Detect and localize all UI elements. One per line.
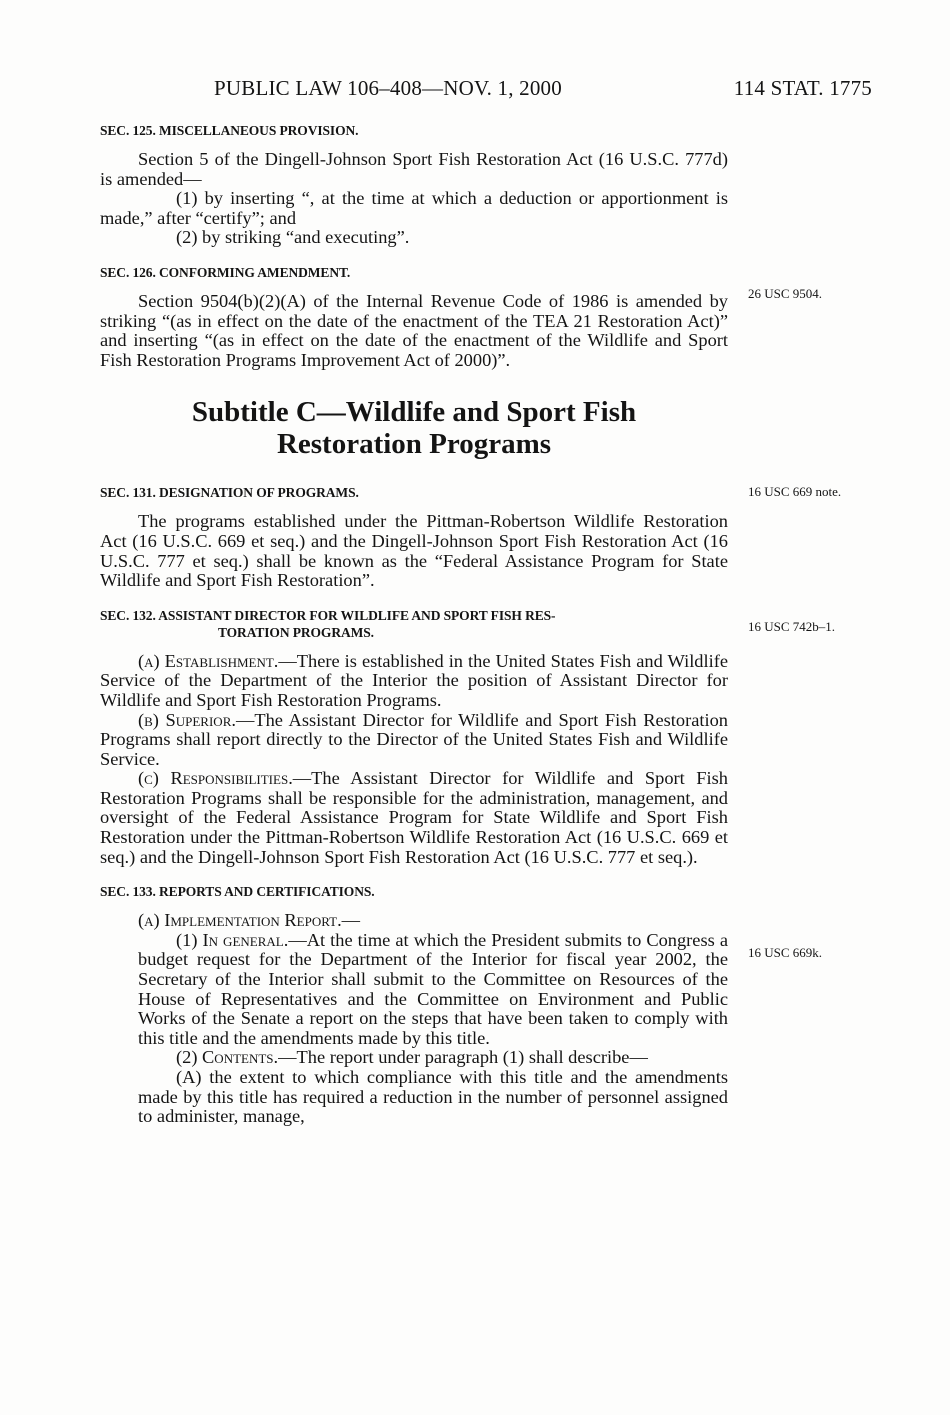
sec132-b-label: (b) Superior	[138, 709, 232, 730]
running-head-title: PUBLIC LAW 106–408—NOV. 1, 2000	[214, 76, 562, 100]
statute-page-number: 114 STAT. 1775	[733, 76, 872, 100]
subtitle-line-1: Subtitle C—Wildlife and Sport Fish	[191, 396, 637, 429]
sec133-a-label: (a) Implementation Report	[138, 910, 338, 931]
section-heading-132-line-2: TORATION PROGRAMS.	[218, 624, 374, 640]
subtitle-heading	[100, 396, 728, 460]
margin-note-sec131: 16 USC 669 note.	[748, 484, 842, 499]
sec133-subsection-a	[100, 911, 728, 931]
sec133-subparagraph-a: (A) the extent to which compliance with this title and the amendments made by this title has required a reduction in the number of personnel assigned to administer, manage,	[138, 1067, 728, 1127]
sec125-paragraph-1: (1) by inserting “, at the time at which a deduction or apportionment is made,” after “certify”; and	[100, 188, 728, 228]
sec131-text: The programs established under the Pittman-Robertson Wildlife Restoration Act (16 U.S.C. 669 et seq.) and the Dingell-Johnson Sport Fish Restoration Act (16 U.S.C. 777 et seq.) shall be known as the “Federal Assistance Program for State Wildlife and Sport Fish Restoration”.	[100, 511, 728, 591]
sec132-subsection-a	[100, 652, 728, 711]
margin-note-sec132: 16 USC 742b–1.	[748, 619, 836, 634]
sec133-p2-text: .—The report under paragraph (1) shall describe—	[273, 1047, 648, 1068]
document-body	[100, 122, 728, 1127]
sec132-c-label: (c) Responsibilities	[138, 768, 289, 789]
section-heading-131: SEC. 131. DESIGNATION OF PROGRAMS.	[100, 485, 359, 501]
sec132-c-text: .—The Assistant Director for Wildlife and Sport Fish Restoration Programs shall be responsible for the administration, management, and oversight of the Federal Assistance Program for State Wildlife and Sport Fish Restoration under the Pittman-Robertson Wildlife Restoration Act (16 U.S.C. 669 et seq.) and the Dingell-Johnson Sport Fish Restoration Act (16 U.S.C. 777 et seq.).	[100, 768, 728, 867]
sec132-a-text: .—There is established in the United States Fish and Wildlife Service of the Department of the Interior the position of Assistant Director for Wildlife and Sport Fish Restoration Programs.	[100, 650, 729, 710]
sec133-p1-label: (1) In general	[176, 929, 284, 950]
section-heading-125: SEC. 125. MISCELLANEOUS PROVISION.	[100, 123, 359, 138]
running-head	[100, 74, 872, 106]
sec133-a-text: .—	[337, 910, 361, 931]
margin-note-sec133: 16 USC 669k.	[748, 945, 823, 960]
sec132-subsection-b	[100, 711, 728, 770]
section-heading-132-line-1: SEC. 132. ASSISTANT DIRECTOR FOR WILDLIFE AND SPORT FISH RES-	[100, 607, 556, 623]
sec125-paragraph-2: (2) by striking “and executing”.	[176, 227, 410, 248]
sec126-text: Section 9504(b)(2)(A) of the Internal Revenue Code of 1986 is amended by striking “(as in effect on the date of the enactment of the TEA 21 Restoration Act)” and inserting “(as in effect on the date of the enactment of the Wildlife and Sport Fish Restoration Programs Improvement Act of 2000)”.	[100, 290, 728, 370]
sec133-p2-label: (2) Contents	[176, 1047, 274, 1068]
section-heading-126: SEC. 126. CONFORMING AMENDMENT.	[100, 264, 351, 280]
sec125-intro: Section 5 of the Dingell-Johnson Sport Fish Restoration Act (16 U.S.C. 777d) is amended—	[100, 149, 728, 189]
section-heading-133: SEC. 133. REPORTS AND CERTIFICATIONS.	[100, 884, 375, 900]
sec133-paragraph-1	[100, 931, 728, 1049]
sec133-paragraph-2	[100, 1048, 728, 1068]
margin-note-sec126: 26 USC 9504.	[748, 286, 823, 301]
section-heading-132	[100, 607, 728, 641]
subtitle-line-2: Restoration Programs	[276, 428, 552, 461]
sec132-subsection-c	[100, 769, 728, 867]
sec132-a-label: (a) Establishment	[138, 650, 274, 671]
sec132-b-text: .—The Assistant Director for Wildlife and Sport Fish Restoration Programs shall report directly to the Director of the United States Fish and Wildlife Service.	[100, 709, 728, 769]
sec133-p1-text: .—At the time at which the President submits to Congress a budget request for the Department of the Interior for fiscal year 2002, the Secretary of the Interior shall submit to the Committee on Resources of the House of Representatives and the Committee on Environment and Public Works of the Senate a report on the steps that have been taken to comply with this title and the amendments made by this title.	[138, 929, 728, 1048]
